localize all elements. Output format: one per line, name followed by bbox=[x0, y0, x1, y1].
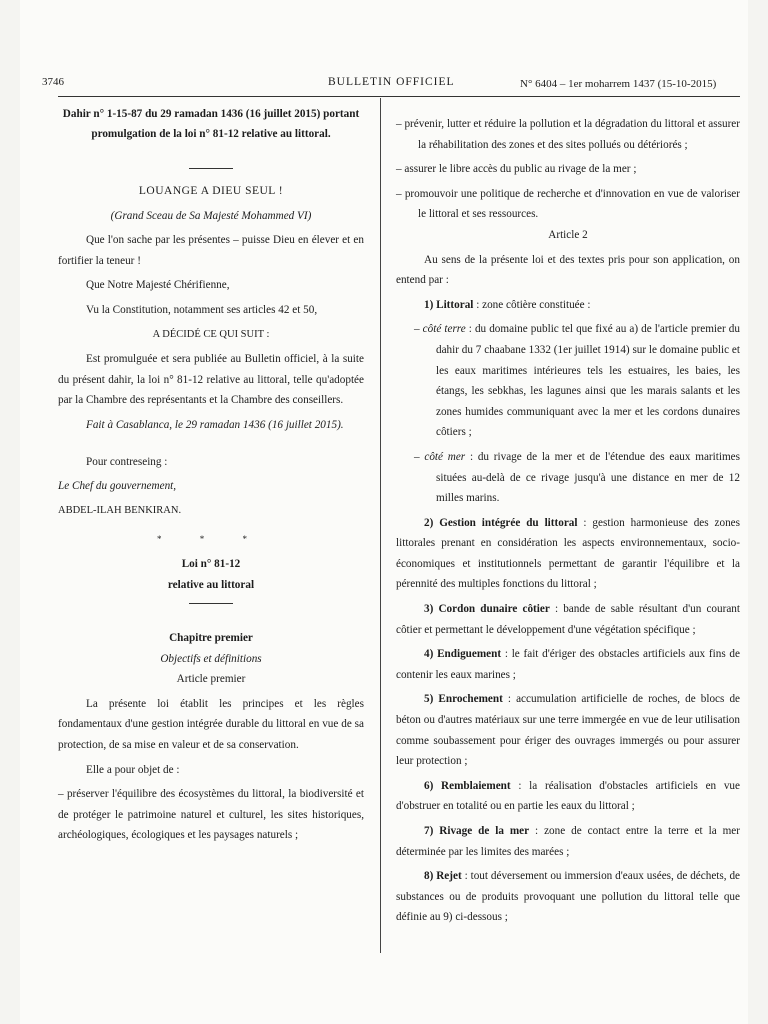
definition-littoral bbox=[396, 295, 740, 316]
definition-cote-terre bbox=[396, 319, 740, 443]
definition-text: : la réalisation d'obstacles artificiels en vue d'obstruer en totalité ou en partie les eaux du littoral ; bbox=[396, 779, 740, 813]
grand-sceau: (Grand Sceau de Sa Majesté Mohammed VI) bbox=[110, 209, 312, 222]
objet-item: – préserver l'équilibre des écosystèmes du littoral, la biodiversité et de protéger le patrimoine naturel et culturel, les sites historiques, archéologiques, écologiques et les paysages naturels ; bbox=[58, 788, 364, 842]
article-premier-paragraph: La présente loi établit les principes et les règles fondamentaux d'une gestion intégrée durable du littoral en vue de sa protection, de sa mise en valeur et de sa conservation. bbox=[58, 697, 364, 752]
definition-term: 7) Rivage de la mer bbox=[424, 825, 530, 837]
chapitre-subheading: Objectifs et définitions bbox=[160, 652, 262, 665]
header-rule bbox=[58, 96, 740, 97]
issue-number: N° 6404 – 1er moharrem 1437 (15-10-2015) bbox=[520, 78, 717, 90]
definition-text: : gestion harmonieuse des zones littorales prenant en considération les aspects environnementaux, socio-économiques et institutionnels permettant de garantir l'équilibre et la pérennité des multiples fonctions du littoral ; bbox=[396, 516, 740, 591]
column-divider bbox=[380, 98, 381, 953]
stars-separator: * * * bbox=[157, 534, 265, 545]
dahir-title: Dahir n° 1-15-87 du 29 ramadan 1436 (16 juillet 2015) portant promulgation de la loi n° 81-12 relative au littoral. bbox=[62, 108, 360, 140]
definition-rejet bbox=[396, 866, 740, 928]
objet-item: – assurer le libre accès du public au rivage de la mer ; bbox=[396, 163, 637, 176]
separator bbox=[189, 168, 233, 169]
loi-subtitle: relative au littoral bbox=[167, 578, 255, 591]
fait-a-casablanca: Fait à Casablanca, le 29 ramadan 1436 (16 juillet 2015). bbox=[86, 418, 344, 431]
signataire: ABDEL-ILAH BENKIRAN. bbox=[58, 504, 182, 516]
definition-term: 3) Cordon dunaire côtier bbox=[424, 603, 550, 616]
page-header bbox=[42, 76, 742, 94]
majeste-line: Que Notre Majesté Chérifienne, bbox=[86, 279, 230, 292]
definition-cordon-dunaire bbox=[396, 599, 740, 640]
preamble-paragraph: Que l'on sache par les présentes – puisse Dieu en élever et en fortifier la teneur ! bbox=[58, 234, 364, 267]
definition-text: : bande de sable résultant d'un courant côtier et permettant le développement d'une végétation spécifique ; bbox=[396, 603, 741, 636]
decide-heading: A DÉCIDÉ CE QUI SUIT : bbox=[152, 328, 270, 340]
louange: LOUANGE A DIEU SEUL ! bbox=[138, 185, 284, 197]
page-number: 3746 bbox=[42, 76, 64, 88]
definition-term: 4) Endiguement bbox=[424, 648, 502, 661]
objet-intro: Elle a pour objet de : bbox=[86, 763, 180, 776]
definition-text: : zone de contact entre la terre et la mer déterminée par les limites des marées ; bbox=[396, 825, 740, 858]
article-premier-heading: Article premier bbox=[176, 673, 246, 686]
right-column bbox=[396, 114, 740, 928]
bulletin-title: BULLETIN OFFICIEL bbox=[328, 76, 455, 88]
objet-item: – prévenir, lutter et réduire la pollution et la dégradation du littoral et assurer la réhabilitation des zones et des sites pollués ou détériorés ; bbox=[396, 118, 740, 151]
objet-item: – promouvoir une politique de recherche et d'innovation en vue de valoriser le littoral et ses ressources. bbox=[396, 187, 740, 221]
article-2-heading: Article 2 bbox=[548, 228, 588, 241]
definition-term: 2) Gestion intégrée du littoral bbox=[424, 516, 578, 529]
definition-text: : le fait d'ériger des obstacles artificiels aux fins de contenir les eaux marines ; bbox=[396, 648, 740, 681]
loi-title: Loi n° 81-12 bbox=[181, 557, 241, 570]
contreseing: Pour contreseing : bbox=[86, 455, 168, 468]
definition-text: : accumulation artificielle de roches, de blocs de béton ou d'autres matériaux sur une terre immergée en vue de leur utilisation comme soubassement pour ériger des ouvrages immergés ou pour assurer leur protection ; bbox=[396, 693, 741, 768]
definition-term: 8) Rejet bbox=[424, 870, 462, 883]
definition-term: – côté mer bbox=[414, 450, 466, 463]
definition-term: 1) Littoral bbox=[424, 298, 474, 311]
chef-gouvernement: Le Chef du gouvernement, bbox=[58, 480, 177, 493]
definition-text: : du domaine public tel que fixé au a) de l'article premier du dahir du 7 chaabane 1332 (1er juillet 1914) sur le domaine public et les eaux maritimes intérieures tels les estuaires, les baies, les étangs, les sebkhas, les lagunes ainsi que les marais salants et les zones humides communiquant avec la mer et les cordons dunaires côtiers ; bbox=[436, 323, 740, 439]
definition-term: – côté terre bbox=[414, 323, 466, 336]
definition-gestion-integree bbox=[396, 513, 740, 595]
promulgation-paragraph: Est promulguée et sera publiée au Bulletin officiel, à la suite du présent dahir, la loi n° 81-12 relative au littoral, telle qu'adoptée par la Chambre des représentants et la Chambre des conseillers. bbox=[58, 353, 364, 407]
article-2-intro: Au sens de la présente loi et des textes pris pour son application, on entend par : bbox=[396, 253, 740, 287]
definition-enrochement bbox=[396, 689, 740, 771]
definition-text: : zone côtière constituée : bbox=[473, 298, 591, 311]
definition-rivage bbox=[396, 821, 740, 862]
definition-text: : tout déversement ou immersion d'eaux usées, de déchets, de substances ou de produits provoquant une pollution du littoral telle que définie au 9) ci-dessous ; bbox=[396, 870, 740, 924]
vu-constitution: Vu la Constitution, notamment ses articles 42 et 50, bbox=[86, 303, 318, 316]
definition-text: : du rivage de la mer et de l'étendue des eaux maritimes situées au-delà de ce rivage jusqu'à une distance en mer de 12 milles marins. bbox=[436, 450, 740, 505]
definition-remblaiement bbox=[396, 776, 740, 817]
chapitre-heading: Chapitre premier bbox=[169, 632, 253, 645]
definition-term: 6) Remblaiement bbox=[424, 779, 511, 792]
definition-endiguement bbox=[396, 644, 740, 685]
separator bbox=[189, 603, 233, 604]
left-column bbox=[58, 104, 364, 846]
definition-cote-mer bbox=[396, 447, 740, 509]
definition-term: 5) Enrochement bbox=[424, 693, 503, 706]
